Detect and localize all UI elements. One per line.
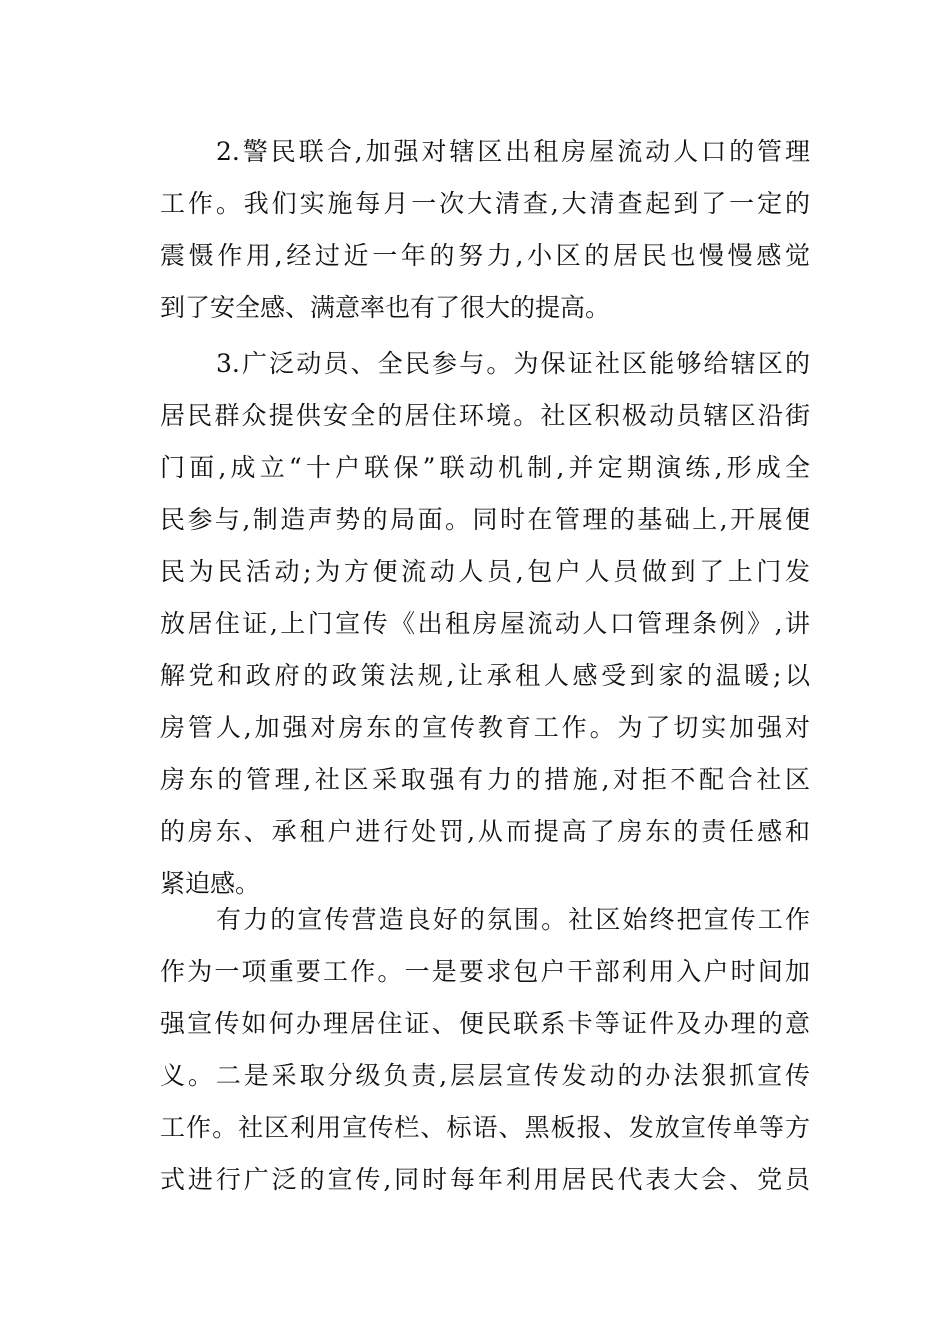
text-line: 的房东、承租户进行处罚,从而提高了房东的责任感和 bbox=[160, 817, 810, 846]
text-line: 放居住证,上门宣传《出租房屋流动人口管理条例》,讲 bbox=[160, 609, 810, 638]
text-line: 震慑作用,经过近一年的努力,小区的居民也慢慢感觉 bbox=[160, 241, 810, 270]
paragraph-2 bbox=[160, 338, 810, 910]
text-line: 房管人,加强对房东的宣传教育工作。为了切实加强对 bbox=[160, 713, 810, 742]
text-line: 解党和政府的政策法规,让承租人感受到家的温暖;以 bbox=[160, 661, 810, 690]
paragraph-1 bbox=[160, 126, 810, 334]
text-line: 有力的宣传营造良好的氛围。社区始终把宣传工作 bbox=[216, 905, 810, 934]
text-line: 3.广泛动员、全民参与。为保证社区能够给辖区的 bbox=[216, 349, 810, 378]
text-line: 2.警民联合,加强对辖区出租房屋流动人口的管理 bbox=[216, 137, 810, 166]
text-line: 工作。我们实施每月一次大清查,大清查起到了一定的 bbox=[160, 189, 810, 218]
text-line: 民参与,制造声势的局面。同时在管理的基础上,开展便 bbox=[160, 505, 810, 534]
text-line: 强宣传如何办理居住证、便民联系卡等证件及办理的意 bbox=[160, 1009, 810, 1038]
text-line: 式进行广泛的宣传,同时每年利用居民代表大会、党员 bbox=[160, 1165, 810, 1194]
text-line: 作为一项重要工作。一是要求包户干部利用入户时间加 bbox=[160, 957, 810, 986]
paragraph-3 bbox=[160, 894, 810, 1206]
text-line: 到了安全感、满意率也有了很大的提高。 bbox=[160, 293, 611, 322]
text-line: 房东的管理,社区采取强有力的措施,对拒不配合社区 bbox=[160, 765, 810, 794]
text-line: 义。二是采取分级负责,层层宣传发动的办法狠抓宣传 bbox=[160, 1061, 810, 1090]
text-line: 居民群众提供安全的居住环境。社区积极动员辖区沿街 bbox=[160, 401, 810, 430]
text-line: 紧迫感。 bbox=[160, 869, 261, 898]
text-line: 民为民活动;为方便流动人员,包户人员做到了上门发 bbox=[160, 557, 810, 586]
text-line: 门面,成立“十户联保”联动机制,并定期演练,形成全 bbox=[160, 453, 810, 482]
text-line: 工作。社区利用宣传栏、标语、黑板报、发放宣传单等方 bbox=[160, 1113, 810, 1142]
